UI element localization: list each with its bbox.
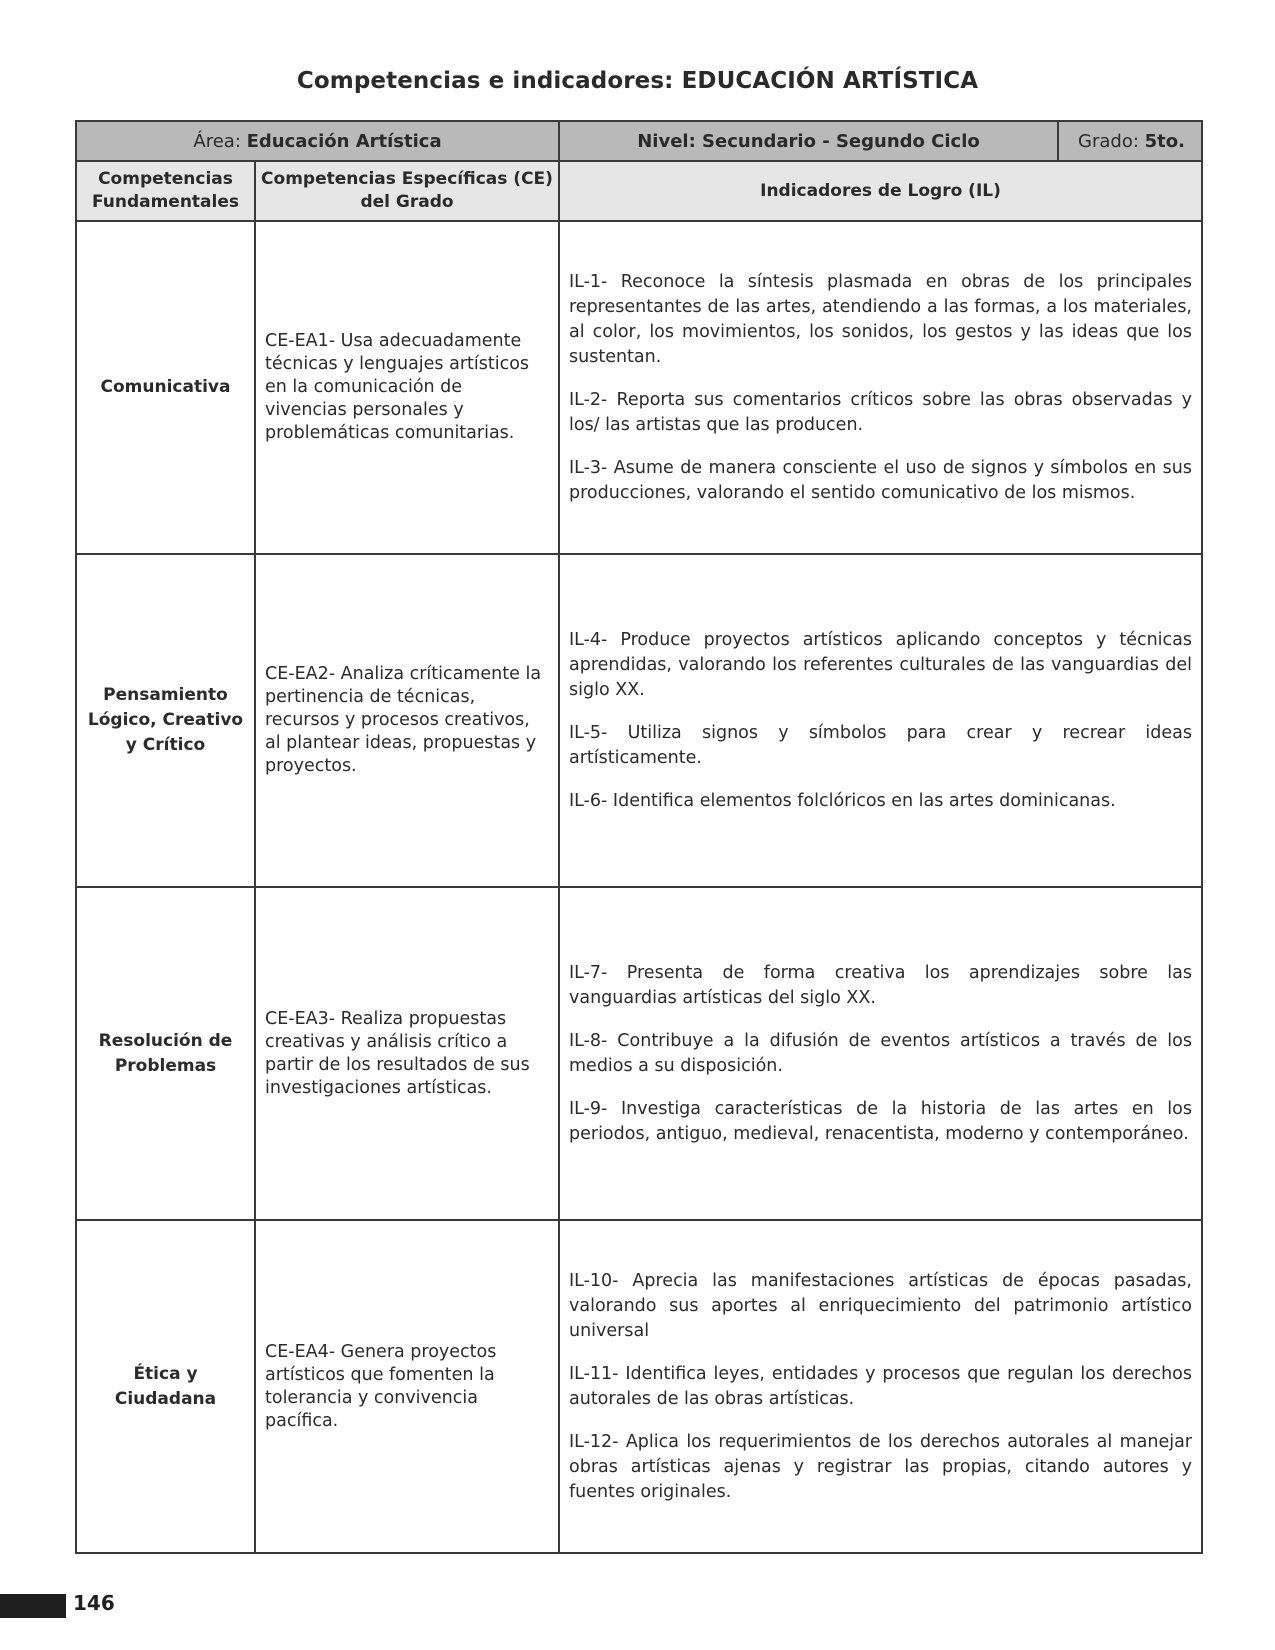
indicator-item: IL-9- Investiga características de la historia de las artes en los periodos, antiguo, medieval, renacentista, moderno y contemporáneo. bbox=[569, 1098, 1192, 1144]
area-value: Educación Artística bbox=[246, 130, 442, 152]
indicators-cell bbox=[559, 887, 1202, 1220]
indicator-item: IL-1- Reconoce la síntesis plasmada en obras de los principales representantes de las artes, atendiendo a las formas, a los materiales, al color, los movimientos, los sonidos, los gestos y las ideas que los sustentan. bbox=[569, 271, 1192, 367]
competencies-table bbox=[75, 120, 1203, 1554]
indicator-item: IL-8- Contribuye a la difusión de eventos artísticos a través de los medios a su disposición. bbox=[569, 1030, 1192, 1076]
grade-cell bbox=[1058, 121, 1202, 161]
indicator-item: IL-11- Identifica leyes, entidades y procesos que regulan los derechos autorales de las obras artísticas. bbox=[569, 1363, 1192, 1409]
indicator-item: IL-2- Reporta sus comentarios críticos sobre las obras observadas y los/ las artistas que las producen. bbox=[569, 389, 1192, 435]
specific-competency-cell: CE-EA3- Realiza propuestas creativas y análisis crítico a partir de los resultados de sus investigaciones artísticas. bbox=[255, 887, 559, 1220]
indicator-item: IL-3- Asume de manera consciente el uso de signos y símbolos en sus producciones, valorando el sentido comunicativo de los mismos. bbox=[569, 457, 1192, 503]
competency-cell: Pensamiento Lógico, Creativo y Crítico bbox=[76, 554, 255, 887]
table-row bbox=[76, 887, 1202, 1220]
page-title bbox=[0, 68, 1275, 94]
indicator-item: IL-7- Presenta de forma creativa los aprendizajes sobre las vanguardias artísticas del siglo XX. bbox=[569, 962, 1192, 1008]
indicator-item: IL-5- Utiliza signos y símbolos para crear y recrear ideas artísticamente. bbox=[569, 722, 1192, 768]
competency-cell: Comunicativa bbox=[76, 221, 255, 554]
competency-cell: Ética y Ciudadana bbox=[76, 1220, 255, 1553]
indicator-item: IL-4- Produce proyectos artísticos aplicando conceptos y técnicas aprendidas, valorando los referentes culturales de las vanguardias del siglo XX. bbox=[569, 629, 1192, 700]
indicators-cell bbox=[559, 221, 1202, 554]
table-header-row bbox=[76, 121, 1202, 161]
table-row bbox=[76, 221, 1202, 554]
level-text: Nivel: Secundario - Segundo Ciclo bbox=[637, 130, 980, 152]
table-row bbox=[76, 554, 1202, 887]
indicators-cell bbox=[559, 554, 1202, 887]
column-header-indicators: Indicadores de Logro (IL) bbox=[559, 161, 1202, 221]
table-row bbox=[76, 1220, 1202, 1553]
specific-competency-cell: CE-EA1- Usa adecuadamente técnicas y lenguajes artísticos en la comunicación de vivencias personales y problemáticas comunitarias. bbox=[255, 221, 559, 554]
indicators-cell bbox=[559, 1220, 1202, 1553]
page-number-bar bbox=[0, 1594, 66, 1618]
title-prefix: Competencias e indicadores: bbox=[296, 68, 682, 94]
area-cell bbox=[76, 121, 559, 161]
indicator-item: IL-10- Aprecia las manifestaciones artísticas de épocas pasadas, valorando sus aportes al enriquecimiento del patrimonio artístico universal bbox=[569, 1270, 1192, 1341]
column-header-row bbox=[76, 161, 1202, 221]
title-subject: EDUCACIÓN ARTÍSTICA bbox=[681, 68, 979, 94]
specific-competency-cell: CE-EA4- Genera proyectos artísticos que fomenten la tolerancia y convivencia pacífica. bbox=[255, 1220, 559, 1553]
specific-competency-cell: CE-EA2- Analiza críticamente la pertinencia de técnicas, recursos y procesos creativos, al plantear ideas, propuestas y proyectos. bbox=[255, 554, 559, 887]
level-cell bbox=[559, 121, 1058, 161]
page-number: 146 bbox=[73, 1591, 115, 1615]
grade-label: Grado: bbox=[1078, 130, 1145, 152]
competency-cell: Resolución de Problemas bbox=[76, 887, 255, 1220]
area-label: Área: bbox=[193, 130, 247, 152]
column-header-fundamental: Competencias Fundamentales bbox=[76, 161, 255, 221]
indicator-item: IL-6- Identifica elementos folclóricos en las artes dominicanas. bbox=[569, 790, 1116, 811]
column-header-specific: Competencias Específicas (CE) del Grado bbox=[255, 161, 559, 221]
indicator-item: IL-12- Aplica los requerimientos de los derechos autorales al manejar obras artísticas ajenas y registrar las propias, citando autores y fuentes originales. bbox=[569, 1431, 1192, 1502]
grade-value: 5to. bbox=[1144, 130, 1185, 152]
